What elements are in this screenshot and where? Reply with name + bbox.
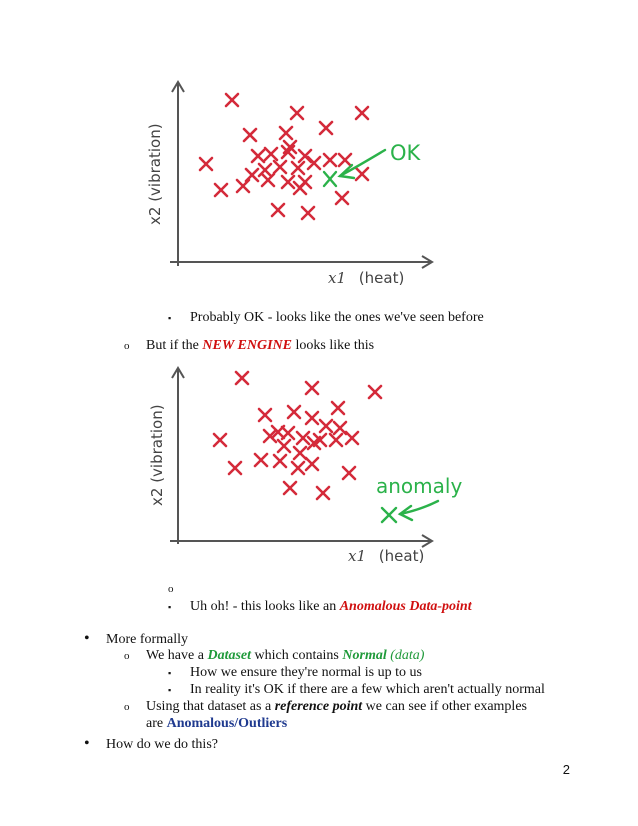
- dataset-highlight: Dataset: [207, 648, 252, 663]
- figure-2-crosses: [214, 372, 381, 499]
- line-text: we can see if other examples: [362, 699, 527, 714]
- text-line-uh-oh: [168, 598, 472, 616]
- cross-marker: [280, 127, 292, 139]
- dot-bullet: •: [84, 735, 90, 752]
- figure-2-x-unit: (heat): [378, 547, 425, 565]
- text-line-reference-point: [124, 698, 527, 716]
- text-line-new-engine: [124, 337, 374, 355]
- cross-marker: [320, 420, 332, 432]
- cross-marker: [343, 467, 355, 479]
- figure-1-annotation: OK: [390, 141, 421, 165]
- cross-marker: [284, 482, 296, 494]
- text-line-ensure-normal: [168, 664, 422, 682]
- cross-marker: [299, 150, 311, 162]
- figure-2-y-label: x2 (vibration): [148, 404, 166, 506]
- circle-bullet: o: [168, 583, 174, 595]
- cross-marker: [330, 434, 342, 446]
- figure-1-x-var: x1: [328, 269, 347, 287]
- cross-marker: [294, 182, 306, 194]
- figure-2-x-label: [348, 547, 424, 565]
- cross-marker: [226, 94, 238, 106]
- anomalous-data-point-highlight: Anomalous Data-point: [339, 599, 472, 614]
- cross-marker: [317, 487, 329, 499]
- cross-marker: [252, 150, 264, 162]
- cross-marker: [237, 180, 249, 192]
- figure-1-x-label: [328, 269, 404, 287]
- text-line-empty-circle: [168, 580, 190, 598]
- cross-marker: [262, 174, 274, 186]
- figure-2-annotation: anomaly: [376, 474, 463, 498]
- figure-2-highlight: [382, 501, 438, 522]
- text-line-probably-ok: [168, 309, 484, 327]
- cross-marker: [306, 458, 318, 470]
- figure-2-x-var: x1: [348, 547, 367, 565]
- data-highlight: (data): [386, 648, 425, 663]
- cross-marker: [274, 455, 286, 467]
- line-text: are: [146, 716, 167, 731]
- square-bullet: ▪: [168, 313, 172, 323]
- circle-bullet: o: [124, 340, 130, 352]
- line-text: We have a: [146, 648, 208, 663]
- square-bullet: ▪: [168, 668, 172, 678]
- reference-point-highlight: reference point: [274, 699, 363, 714]
- figure-2-arrow: [400, 501, 438, 514]
- cross-marker: [214, 434, 226, 446]
- cross-marker: [308, 157, 320, 169]
- cross-marker: [265, 148, 277, 160]
- cross-marker: [255, 454, 267, 466]
- cross-marker: [339, 154, 351, 166]
- line-text: In reality it's OK if there are a few which aren't actually normal: [190, 682, 545, 697]
- new-engine-highlight: NEW ENGINE: [202, 338, 292, 353]
- cross-marker: [274, 161, 286, 173]
- cross-marker: [282, 427, 294, 439]
- figure-1-y-label: x2 (vibration): [146, 123, 164, 225]
- cross-marker: [278, 440, 290, 452]
- square-bullet: ▪: [168, 602, 172, 612]
- line-text: But if the: [146, 338, 203, 353]
- line-text: Using that dataset as a: [146, 699, 275, 714]
- cross-marker: [292, 462, 304, 474]
- cross-marker: [334, 422, 346, 434]
- figure-2-scatter: [140, 358, 480, 573]
- cross-marker: [302, 207, 314, 219]
- cross-marker: [246, 169, 258, 181]
- cross-marker: [346, 432, 358, 444]
- cross-marker: [294, 447, 306, 459]
- cross-marker: [306, 382, 318, 394]
- anomalous-outliers-highlight: Anomalous/Outliers: [166, 716, 288, 731]
- cross-marker: [229, 462, 241, 474]
- cross-marker: [259, 409, 271, 421]
- square-bullet: ▪: [168, 685, 172, 695]
- cross-marker: [356, 107, 368, 119]
- cross-marker: [336, 192, 348, 204]
- cross-marker: [292, 162, 304, 174]
- figure-1-scatter: [140, 70, 450, 295]
- cross-marker: [306, 412, 318, 424]
- dot-bullet: •: [84, 630, 90, 647]
- cross-marker: [356, 168, 368, 180]
- figure-1-crosses: [200, 94, 368, 219]
- cross-marker: [282, 176, 294, 188]
- figure-1-x-unit: (heat): [358, 269, 405, 287]
- cross-marker: [369, 386, 381, 398]
- line-text: How we ensure they're normal is up to us: [190, 665, 422, 680]
- line-text: How do we do this?: [106, 737, 218, 752]
- page-number: 2: [562, 762, 570, 777]
- cross-marker: [324, 154, 336, 166]
- text-line-dataset: [124, 647, 424, 665]
- circle-bullet: o: [124, 650, 130, 662]
- text-line-how-do-we: [84, 735, 218, 754]
- cross-marker: [272, 204, 284, 216]
- normal-highlight: Normal: [342, 648, 387, 663]
- cross-marker: [291, 107, 303, 119]
- cross-marker: [320, 122, 332, 134]
- cross-marker: [215, 184, 227, 196]
- cross-marker: [236, 372, 248, 384]
- cross-marker: [244, 129, 256, 141]
- line-text: looks like this: [292, 338, 375, 353]
- text-line-in-reality: [168, 681, 545, 699]
- text-line-anomalous-outliers: [146, 715, 287, 733]
- line-text: Uh oh! - this looks like an: [190, 599, 340, 614]
- line-text: Probably OK - looks like the ones we've seen before: [190, 310, 484, 325]
- cross-marker: [200, 158, 212, 170]
- cross-marker: [332, 402, 344, 414]
- line-text: More formally: [106, 632, 189, 647]
- line-text: which contains: [251, 648, 343, 663]
- cross-marker: [288, 406, 300, 418]
- circle-bullet: o: [124, 701, 130, 713]
